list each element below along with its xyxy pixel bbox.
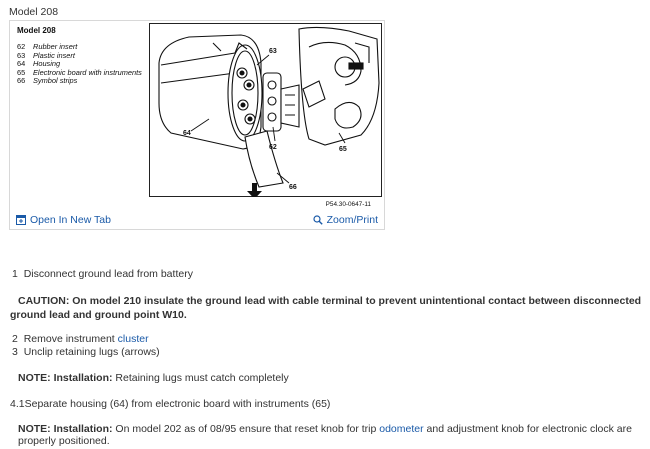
installation-note-2 [18,423,650,447]
legend-num: 64 [17,59,26,69]
open-in-new-tab-link[interactable] [16,214,111,226]
note-label: NOTE: Installation: [18,372,113,384]
legend-item [17,77,142,86]
figure-title: Model 208 [17,26,56,35]
open-in-new-tab-label: Open In New Tab [30,214,111,226]
legend-text: Rubber insert [33,42,78,51]
step-number: 2 [12,333,18,345]
legend-text: Plastic insert [33,50,75,60]
odometer-link[interactable]: odometer [379,423,424,435]
callout-66: 66 [289,184,297,191]
step-number: 3 [12,346,18,358]
instrument-cluster-diagram [149,23,382,197]
legend-num: 66 [17,76,26,86]
figure-legend [17,43,142,86]
note-text-post: and adjustment knob for electronic clock are properly positioned. [18,423,632,447]
section-title: Model 208 [9,6,59,18]
housing-drawing [159,35,262,149]
step-number: 4.1 [10,398,25,410]
note-text-pre: On model 202 as of 08/95 ensure that reset knob for trip [115,423,377,435]
legend-text: Symbol strips [33,76,78,86]
callout-64: 64 [183,130,191,137]
electronic-board-drawing [299,27,379,145]
figure-box [9,20,385,230]
step-number: 1 [12,268,18,280]
note-label: NOTE: Installation: [18,423,113,435]
step-text: Unclip retaining lugs (arrows) [23,346,160,358]
new-tab-icon [16,215,26,225]
callout-62: 62 [269,144,277,151]
step-4-1 [10,398,330,410]
note-text: Retaining lugs must catch completely [115,372,289,384]
drawing-reference: P54.30-0647-11 [325,201,371,208]
legend-text: Electronic board with instruments [33,67,142,77]
legend-num: 65 [17,67,26,77]
installation-note-1 [18,372,289,384]
step-3 [12,346,160,358]
cluster-link[interactable]: cluster [117,333,149,345]
callout-65: 65 [339,146,347,153]
legend-num: 63 [17,50,26,60]
step-1 [12,268,193,280]
zoom-print-link[interactable] [313,214,378,226]
legend-text: Housing [33,59,61,69]
zoom-print-label: Zoom/Print [326,214,378,226]
step-2 [12,333,149,345]
caution-note: CAUTION: On model 210 insulate the ground lead with cable terminal to prevent unintentional contact between disconnected ground lead and ground point W10. [10,295,642,321]
legend-num: 62 [17,42,26,51]
step-text: Disconnect ground lead from battery [23,268,193,280]
step-text: Remove instrument [23,333,115,345]
step-text: Separate housing (64) from electronic board with instruments (65) [24,398,331,410]
callout-63: 63 [269,48,277,55]
magnifier-icon [313,215,323,225]
